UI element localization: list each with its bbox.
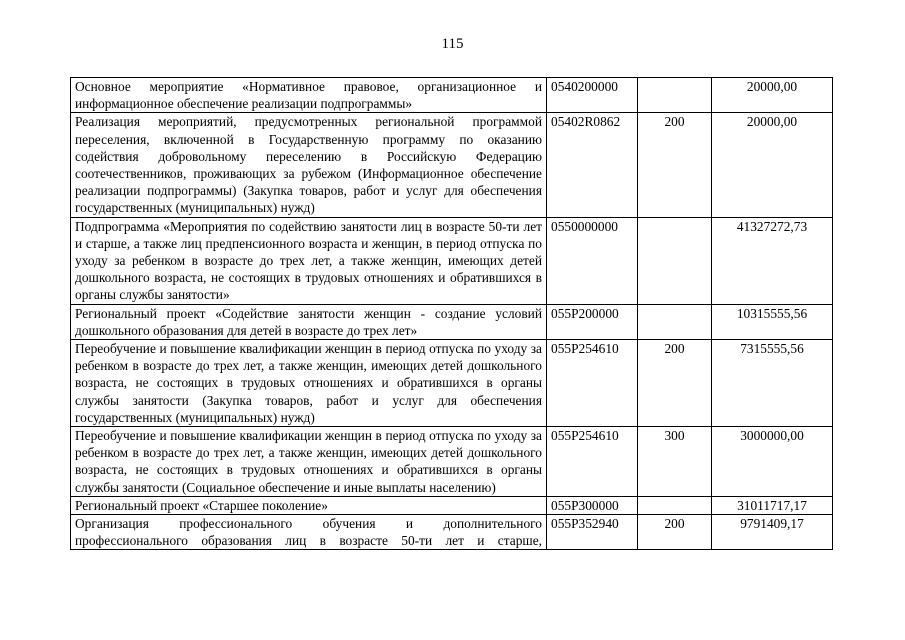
row-code-cell: 055P254610	[547, 340, 638, 427]
row-name-cell: Организация профессионального обучения и дополнительного профессионального образования лиц в возрасте 50-ти лет и старше,	[71, 515, 547, 550]
row-sum-cell: 9791409,17	[712, 515, 833, 550]
row-sum-cell: 31011717,17	[712, 496, 833, 514]
row-type-cell	[638, 217, 712, 304]
row-type-cell: 300	[638, 427, 712, 497]
row-type-cell: 200	[638, 113, 712, 217]
table-row	[71, 515, 833, 550]
budget-table	[70, 77, 833, 550]
row-name-cell: Региональный проект «Содействие занятости женщин - создание условий дошкольного образования для детей в возрасте до трех лет»	[71, 304, 547, 339]
row-code-cell: 0540200000	[547, 78, 638, 113]
row-code-cell: 055P300000	[547, 496, 638, 514]
table-row	[71, 217, 833, 304]
row-code-cell: 0550000000	[547, 217, 638, 304]
table-row	[71, 340, 833, 427]
row-sum-cell: 20000,00	[712, 113, 833, 217]
row-name-cell: Подпрограмма «Мероприятия по содействию занятости лиц в возрасте 50-ти лет и старше, а также лиц предпенсионного возраста и женщин, в период отпуска по уходу за ребенком в возрасте до трех лет, а также женщин, имеющих детей дошкольного возраста, не состоящих в трудовых отношениях и обратившихся в органы службы занятости»	[71, 217, 547, 304]
row-sum-cell: 3000000,00	[712, 427, 833, 497]
row-type-cell: 200	[638, 340, 712, 427]
row-sum-cell: 10315555,56	[712, 304, 833, 339]
page-number: 115	[441, 36, 464, 52]
table-row	[71, 427, 833, 497]
row-code-cell: 055P254610	[547, 427, 638, 497]
row-type-cell	[638, 78, 712, 113]
row-type-cell	[638, 304, 712, 339]
row-code-cell: 05402R0862	[547, 113, 638, 217]
row-name-cell: Региональный проект «Старшее поколение»	[71, 496, 547, 514]
row-type-cell	[638, 496, 712, 514]
row-sum-cell: 7315555,56	[712, 340, 833, 427]
table-row	[71, 496, 833, 514]
row-name-cell: Переобучение и повышение квалификации женщин в период отпуска по уходу за ребенком в возрасте до трех лет, а также женщин, имеющих детей дошкольного возраста, не состоящих в трудовых отношениях и обратившихся в органы службы занятости (Закупка товаров, работ и услуг для обеспечения государственных (муниципальных) нужд)	[71, 340, 547, 427]
table-row	[71, 113, 833, 217]
row-type-cell: 200	[638, 515, 712, 550]
row-sum-cell: 20000,00	[712, 78, 833, 113]
row-code-cell: 055P200000	[547, 304, 638, 339]
table-row	[71, 304, 833, 339]
table-row	[71, 78, 833, 113]
row-name-cell: Основное мероприятие «Нормативное правовое, организационное и информационное обеспечение реализации подпрограммы»	[71, 78, 547, 113]
row-name-cell: Переобучение и повышение квалификации женщин в период отпуска по уходу за ребенком в возрасте до трех лет, а также женщин, имеющих детей дошкольного возраста, не состоящих в трудовых отношениях и обратившихся в органы службы занятости (Социальное обеспечение и иные выплаты населению)	[71, 427, 547, 497]
row-name-cell: Реализация мероприятий, предусмотренных региональной программой переселения, включенной в Государственную программу по оказанию содействия добровольному переселению в Российскую Федерацию соотечественников, проживающих за рубежом (Информационное обеспечение реализации подпрограммы) (Закупка товаров, работ и услуг для обеспечения государственных (муниципальных) нужд)	[71, 113, 547, 217]
row-sum-cell: 41327272,73	[712, 217, 833, 304]
row-code-cell: 055P352940	[547, 515, 638, 550]
